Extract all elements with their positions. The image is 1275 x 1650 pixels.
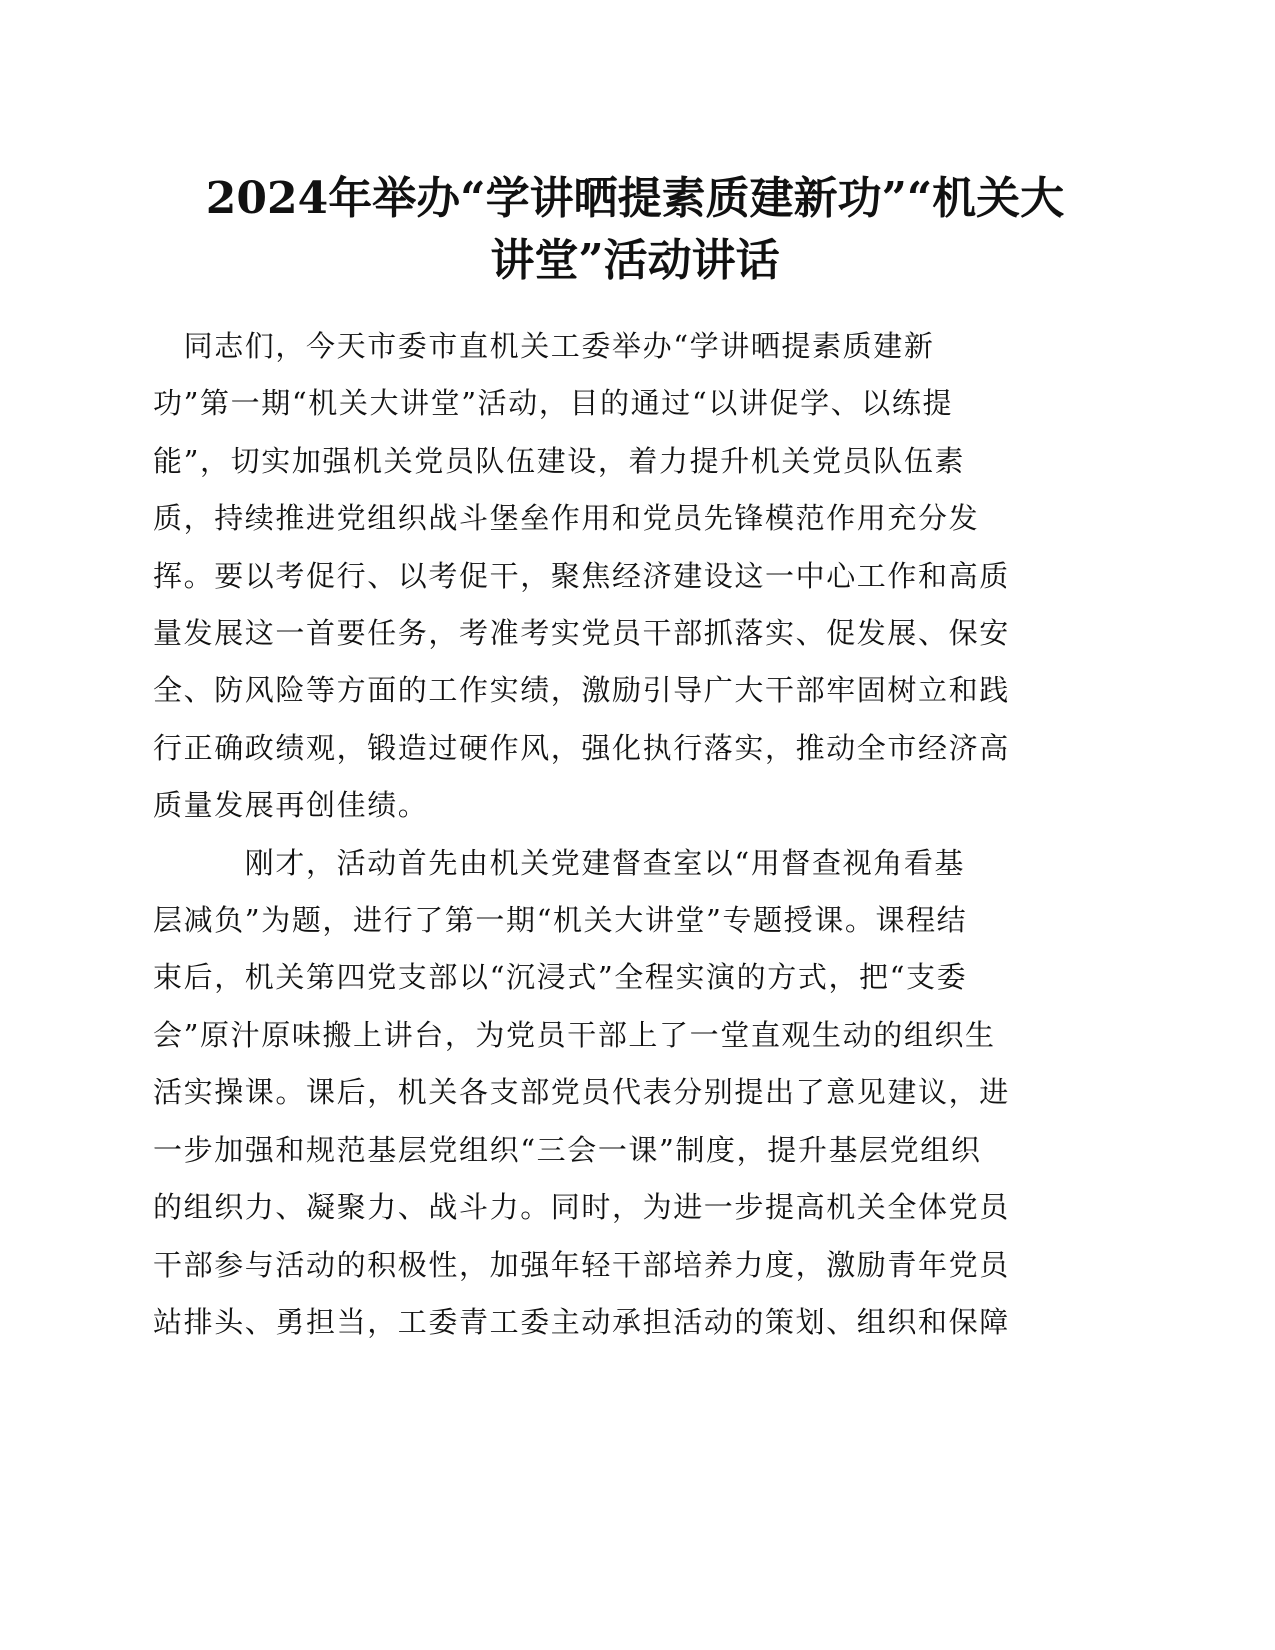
- paragraph-1: [153, 318, 1093, 835]
- paragraph-line: 质，持续推进党组织战斗堡垒作用和党员先锋模范作用充分发: [153, 501, 980, 536]
- paragraph-line: 能”，切实加强机关党员队伍建设，着力提升机关党员队伍素: [153, 443, 966, 478]
- paragraph-line: 全、防风险等方面的工作实绩，激励引导广大干部牢固树立和践: [153, 673, 1010, 708]
- paragraph-line: 的组织力、凝聚力、战斗力。同时，为进一步提高机关全体党员: [153, 1190, 1010, 1225]
- paragraph-line: 束后，机关第四党支部以“沉浸式”全程实演的方式，把“支委: [153, 960, 968, 995]
- paragraph-line: 量发展这一首要任务，考准考实党员干部抓落实、促发展、保安: [153, 616, 1010, 651]
- paragraph-line: 会”原汁原味搬上讲台，为党员干部上了一堂直观生动的组织生: [153, 1017, 996, 1052]
- paragraph-line: 功”第一期“机关大讲堂”活动，目的通过“以讲促学、以练提: [153, 386, 954, 421]
- paragraph-line: 干部参与活动的积极性，加强年轻干部培养力度，激励青年党员: [153, 1247, 1010, 1282]
- paragraph-line: 一步加强和规范基层党组织“三会一课”制度，提升基层党组织: [153, 1132, 982, 1167]
- paragraph-line: 站排头、勇担当，工委青工委主动承担活动的策划、组织和保障: [153, 1304, 1010, 1339]
- paragraph-line: 层减负”为题，进行了第一期“机关大讲堂”专题授课。课程结: [153, 903, 968, 938]
- paragraph-line: 质量发展再创佳绩。: [153, 788, 429, 823]
- title-line-1: 2024年举办“学讲晒提素质建新功”“机关大: [205, 173, 1065, 224]
- paragraph-line: 挥。要以考促行、以考促干，聚焦经济建设这一中心工作和高质: [153, 558, 1010, 593]
- document-body: [153, 318, 1093, 1351]
- title-line-2: 讲堂”活动讲话: [490, 235, 780, 286]
- document-title: [150, 168, 1120, 292]
- paragraph-2: [153, 835, 1093, 1352]
- paragraph-line: 同志们，今天市委市直机关工委举办“学讲晒提素质建新: [153, 329, 935, 363]
- paragraph-line: 刚才，活动首先由机关党建督查室以“用督查视角看基: [153, 845, 966, 880]
- paragraph-line: 行正确政绩观，锻造过硬作风，强化执行落实，推动全市经济高: [153, 730, 1010, 765]
- paragraph-line: 活实操课。课后，机关各支部党员代表分别提出了意见建议，进: [153, 1075, 1010, 1110]
